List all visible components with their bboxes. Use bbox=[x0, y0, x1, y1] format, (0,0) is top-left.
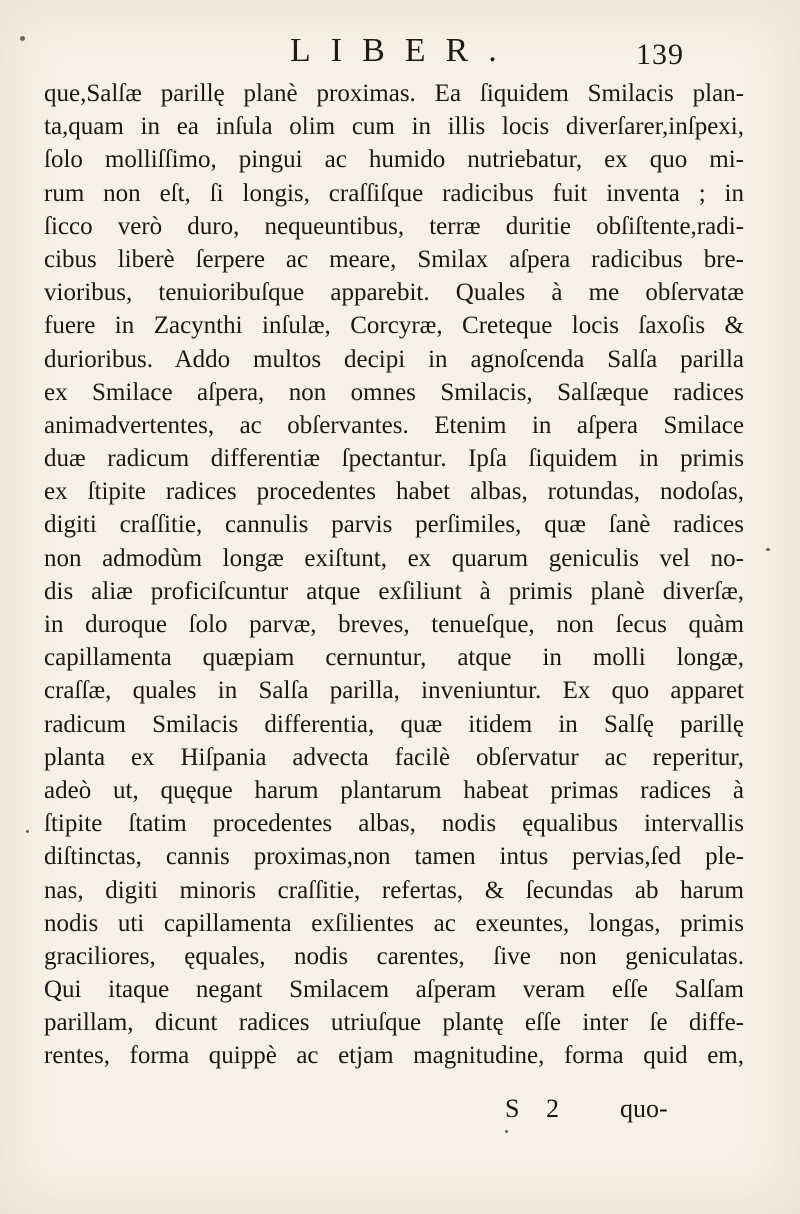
running-head bbox=[0, 30, 800, 80]
text-line: ſolo molliſſimo, pingui ac humido nutriebatur, ex quo mi- bbox=[44, 146, 744, 174]
running-head-title: LIBER. bbox=[290, 32, 517, 69]
ink-speck bbox=[26, 830, 29, 833]
text-line: ſicco verò duro, nequeuntibus, terræ duritie obſiſtente,radi- bbox=[44, 212, 744, 240]
text-line: fuere in Zacynthi inſulæ, Corcyræ, Creteque locis ſaxoſis & bbox=[44, 312, 744, 340]
page-footer bbox=[0, 1094, 800, 1134]
text-line: nodis uti capillamenta exſilientes ac exeuntes, longas, primis bbox=[44, 909, 744, 937]
catchword: quo- bbox=[620, 1094, 668, 1123]
text-line: craſſæ, quales in Salſa parilla, inveniuntur. Ex quo apparet bbox=[44, 677, 744, 705]
ink-speck bbox=[20, 36, 25, 41]
text-line: planta ex Hiſpania advecta facilè obſervatur ac reperitur, bbox=[44, 743, 744, 771]
text-line: Qui itaque negant Smilacem aſperam veram eſſe Salſam bbox=[44, 976, 744, 1004]
text-line: digiti craſſitie, cannulis parvis perſimiles, quæ ſanè radices bbox=[44, 511, 744, 539]
text-line: parillam, dicunt radices utriuſque plantę eſſe inter ſe diffe- bbox=[44, 1009, 744, 1037]
text-line: non admodùm longæ exiſtunt, ex quarum geniculis vel no- bbox=[44, 544, 744, 572]
text-line: duæ radicum differentiæ ſpectantur. Ipſa ſiquidem in primis bbox=[44, 445, 744, 473]
text-line: rum non eſt, ſi longis, craſſiſque radicibus fuit inventa ; in bbox=[44, 179, 744, 207]
text-line: diſtinctas, cannis proximas,non tamen intus pervias,ſed ple- bbox=[44, 843, 744, 871]
text-line: radicum Smilacis differentia, quæ itidem in Salſę parillę bbox=[44, 710, 744, 738]
ink-speck bbox=[766, 548, 770, 551]
text-line: cibus liberè ſerpere ac meare, Smilax aſpera radicibus bre- bbox=[44, 245, 744, 273]
text-line: animadvertentes, ac obſervantes. Etenim in aſpera Smilace bbox=[44, 411, 744, 439]
text-line: adeò ut, quęque harum plantarum habeat primas radices à bbox=[44, 776, 744, 804]
page-number: 139 bbox=[636, 38, 684, 71]
text-line: que,Salſæ parillę planè proximas. Ea ſiquidem Smilacis plan- bbox=[44, 80, 744, 107]
text-line: rentes, forma quippè ac etjam magnitudine, forma quid em, bbox=[44, 1042, 744, 1070]
text-line: nas, digiti minoris craſſitie, refertas, & ſecundas ab harum bbox=[44, 876, 744, 904]
text-body bbox=[44, 77, 744, 1073]
text-line: durioribus. Addo multos decipi in agnoſcenda Salſa parilla bbox=[44, 345, 744, 373]
text-line: ta,quam in ea inſula olim cum in illis locis diverſarer,inſpexi, bbox=[44, 113, 744, 141]
text-line: in duroque ſolo parvæ, breves, tenueſque, non ſecus quàm bbox=[44, 611, 744, 638]
signature-mark: S 2 bbox=[505, 1094, 569, 1123]
text-line: vioribus, tenuioribuſque apparebit. Quales à me obſervatæ bbox=[44, 279, 744, 307]
text-line: graciliores, ęquales, nodis carentes, ſive non geniculatas. bbox=[44, 942, 744, 970]
text-line: ex Smilace aſpera, non omnes Smilacis, Salſæque radices bbox=[44, 378, 744, 406]
ink-speck bbox=[505, 1130, 508, 1133]
text-line: dis aliæ proficiſcuntur atque exſiliunt à primis planè diverſæ, bbox=[44, 577, 744, 605]
text-line: capillamenta quæpiam cernuntur, atque in molli longæ, bbox=[44, 644, 744, 672]
text-line: ſtipite ſtatim procedentes albas, nodis ęqualibus intervallis bbox=[44, 810, 744, 838]
text-line: ex ſtipite radices procedentes habet albas, rotundas, nodoſas, bbox=[44, 478, 744, 506]
